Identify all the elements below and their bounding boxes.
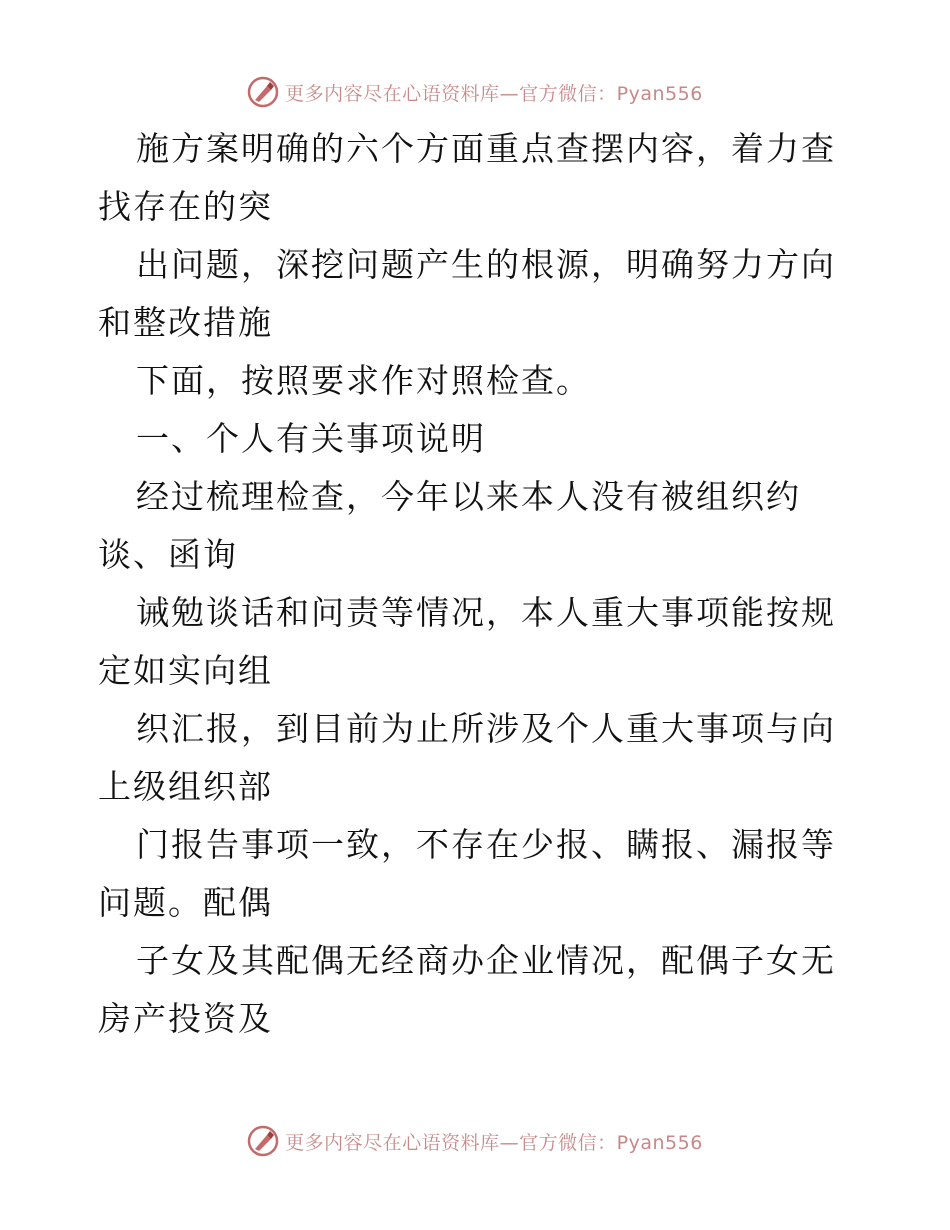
paragraph-line: 施方案明确的六个方面重点查摆内容，着力查找存在的突 — [98, 129, 836, 226]
paragraph-line: 经过梳理检查，今年以来本人没有被组织约谈、函询 — [98, 477, 801, 574]
paragraph-line: 织汇报，到目前为止所涉及个人重大事项与向上级组织部 — [98, 709, 836, 806]
header-watermark — [0, 72, 950, 112]
paragraph-line: 出问题，深挖问题产生的根源，明确努力方向和整改措施 — [98, 245, 836, 342]
paragraph-line: 下面，按照要求作对照检查。 — [136, 361, 591, 400]
paragraph-line: 诫勉谈话和问责等情况，本人重大事项能按规定如实向组 — [98, 593, 836, 690]
paragraph-line: 子女及其配偶无经商办企业情况，配偶子女无房产投资及 — [98, 941, 836, 1038]
paragraph-line: 门报告事项一致，不存在少报、瞒报、漏报等问题。配偶 — [98, 825, 836, 922]
watermark-text: 更多内容尽在心语资料库—官方微信：Pyan556 — [285, 82, 703, 105]
watermark-text: 更多内容尽在心语资料库—官方微信：Pyan556 — [285, 1131, 703, 1154]
section-heading: 一、个人有关事项说明 — [136, 419, 486, 458]
pen-nib-logo-icon — [247, 76, 279, 108]
pen-nib-logo-icon — [247, 1125, 279, 1157]
footer-watermark — [0, 1121, 950, 1161]
document-body — [98, 120, 858, 1048]
